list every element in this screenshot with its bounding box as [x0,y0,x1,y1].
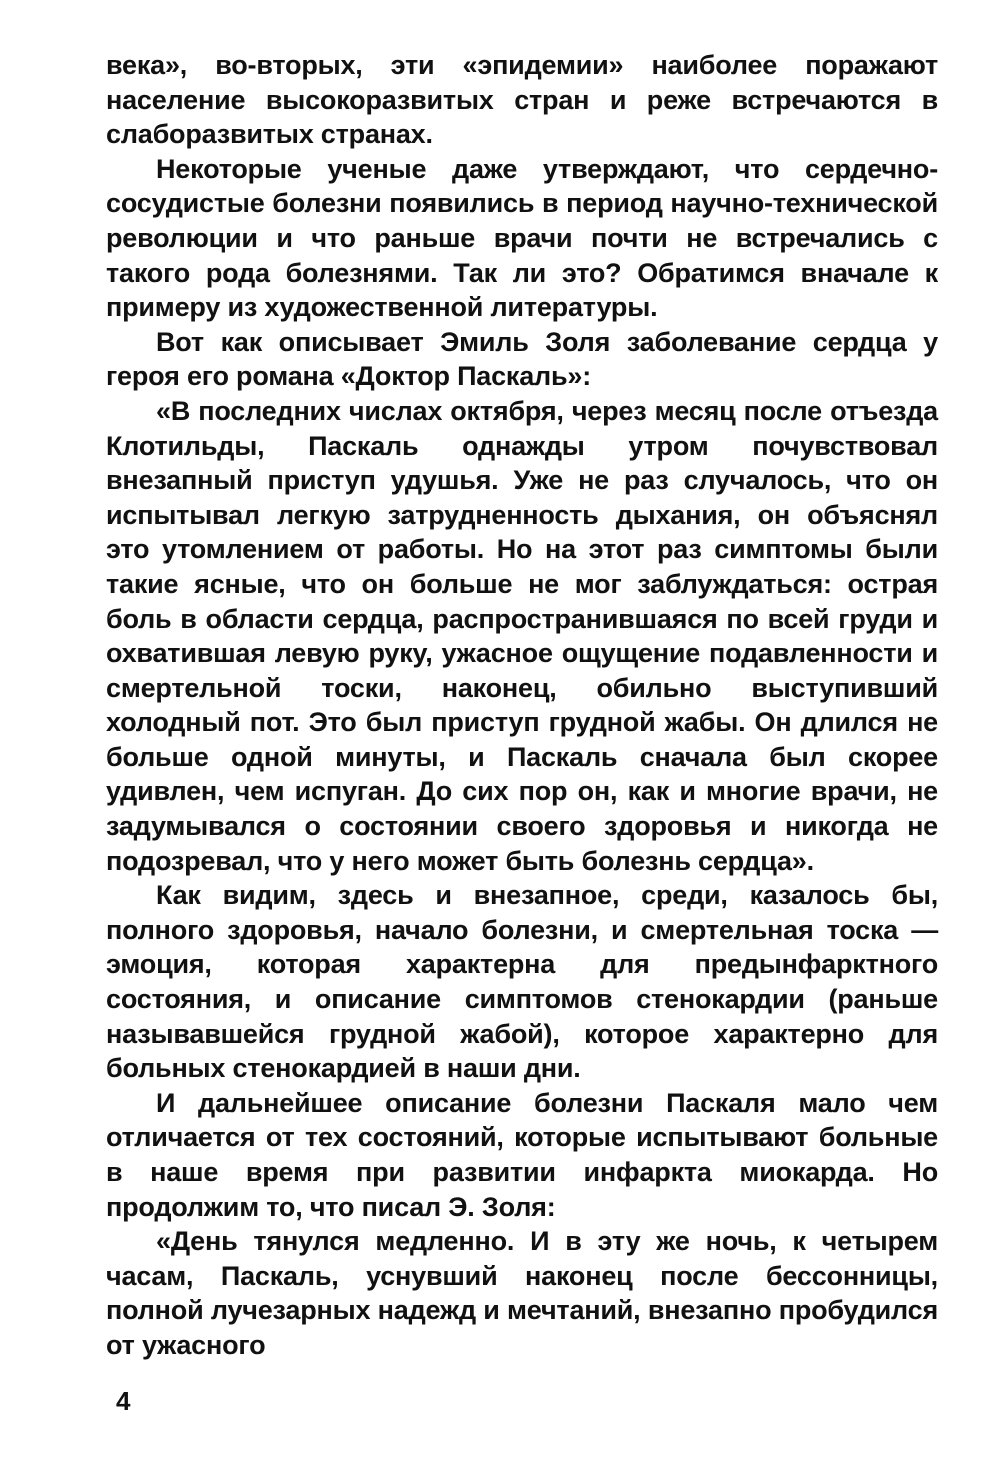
paragraph-scientists-claim: Некоторые ученые даже утверждают, что сердечно-сосудистые болезни появились в период научно-технической революции и что раньше врачи почти не встречались с такого рода болезнями. Так ли это? Обратимся вначале к примеру из художественной литературы. [106,153,938,323]
paragraph-zola-intro: Вот как описывает Эмиль Золя заболевание сердца у героя его романа «Доктор Паскаль»: [106,326,938,392]
paragraph-quote-pascal-attack: «В последних числах октября, через месяц после отъезда Клотильды, Паскаль однажды утром почувствовал внезапный приступ удушья. Уже не раз случалось, что он испытывал легкую затрудненность дыхания, он объяснял это утомлением от работы. Но на этот раз симптомы были такие ясные, что он больше не мог заблуждаться: острая боль в области сердца, распространившаяся по всей груди и охватившая левую руку, ужасное ощущение подавленности и смертельной тоски, наконец, обильно выступивший холодный пот. Это был приступ грудной жабы. Он длился не больше одной минуты, и Паскаль сначала был скорее удивлен, чем испуган. До сих пор он, как и многие врачи, не задумывался о состоянии своего здоровья и никогда не подозревал, что у него может быть болезнь сердца». [106,395,938,876]
body-text [106,48,938,1363]
paragraph-further-description: И дальнейшее описание болезни Паскаля мало чем отличается от тех состояний, которые испытывают больные в наше время при развитии инфаркта миокарда. Но продолжим то, что писал Э. Золя: [106,1087,938,1222]
paragraph-quote-day: «День тянулся медленно. И в эту же ночь, к четырем часам, Паскаль, уснувший наконец после бессонницы, полной лучезарных надежд и мечтаний, внезапно пробудился от ужасного [106,1226,938,1360]
paragraph-continuation: века», во-вторых, эти «эпидемии» наиболее поражают население высокоразвитых стран и реже встречаются в слаборазвитых странах. [106,50,938,150]
paragraph-analysis: Как видим, здесь и внезапное, среди, казалось бы, полного здоровья, начало болезни, и смертельная тоска — эмоция, которая характерна для предынфарктного состояния, и описание симптомов стенокардии (раньше называвшейся грудной жабой), которое характерно для больных стенокардией в наши дни. [106,880,938,1084]
page-number: 4 [116,1386,131,1416]
